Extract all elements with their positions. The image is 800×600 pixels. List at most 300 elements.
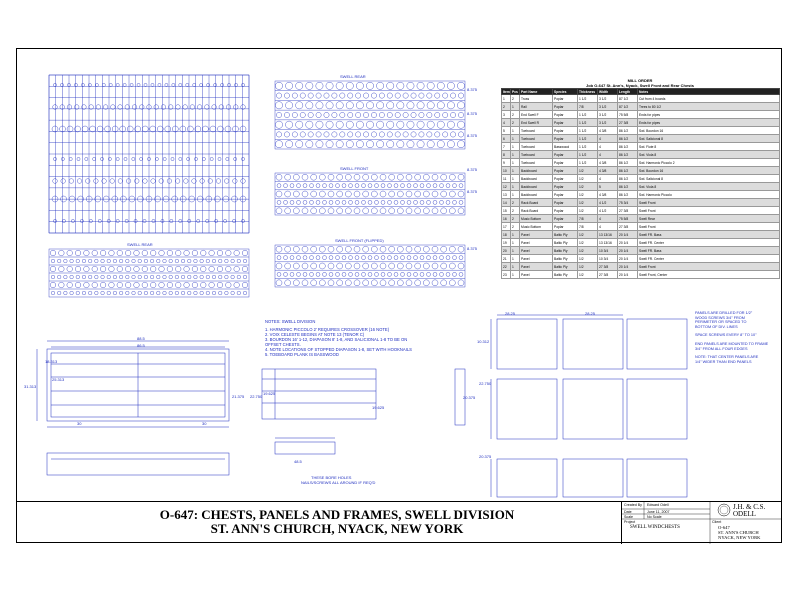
table-cell: 4 3/8 [598,191,618,199]
pipe-hole [427,200,431,204]
pipe-hole [310,184,314,188]
pipe-hole [187,259,191,263]
pipe-hole [126,259,130,263]
pipe-hole [458,280,464,286]
pipe-hole [51,291,55,295]
pipe-hole [441,208,447,214]
pipe-hole [458,93,463,98]
table-cell: 18 [502,231,511,239]
dim-d2: 8.375 [467,111,478,116]
pipe-hole [380,263,386,269]
panel-notes [695,311,768,364]
pipe-hole [85,179,90,184]
table-cell: Poplar [553,135,578,143]
table-cell: Swl. Bourdon 16 [638,167,780,175]
column-header: Width [598,89,618,95]
table-cell: 4 [598,135,618,143]
pipe-hole [427,82,434,89]
pipe-hole [224,179,229,184]
pipe-hole [179,219,182,222]
pipe-hole [216,179,221,184]
pipe-hole [458,132,463,137]
table-cell: Swl. Harmonic Piccolo [638,191,780,199]
pipe-hole [302,280,308,286]
pipe-hole [107,291,111,295]
table-cell: Poplar [553,103,578,111]
table-cell: Poplar [553,159,578,167]
pipe-hole [311,208,317,214]
table-cell: 20 1/4 [618,271,638,279]
table-cell: Panel [520,255,553,263]
pipe-hole [85,157,88,160]
pipe-hole [415,263,421,269]
pipe-hole [387,140,394,147]
scale-value: No Scale [647,514,662,519]
pipe-hole [394,272,398,276]
table-cell: 2 [511,223,520,231]
pipe-hole [176,105,181,110]
pipe-hole [52,126,58,132]
pipe-hole [401,184,405,188]
table-cell: 1 [511,247,520,255]
pipe-hole [169,275,173,279]
pipe-hole [337,191,343,197]
pipe-hole [415,174,421,180]
table-cell: Swl. Bourdon 16 [638,127,780,135]
pipe-hole [184,282,190,288]
pipe-hole [159,282,165,288]
pipe-hole [101,259,105,263]
panel [627,319,687,369]
pipe-hole [363,191,369,197]
note-item: 2. VOIX CELESTE BEGINS AT NOTE 13 (TENOR C) [265,332,365,337]
pipe-hole [109,266,115,272]
notes-swell-division [265,319,412,357]
pipe-hole [290,256,294,260]
pipe-hole [355,132,360,137]
pipe-hole [150,291,154,295]
pipe-hole [75,282,81,288]
pipe-hole [138,291,142,295]
table-cell: 1 [511,271,520,279]
table-cell: 86 1/2 [618,135,638,143]
table-cell: 1 [511,143,520,151]
pipe-hole [96,105,101,110]
pipe-hole [237,259,241,263]
panel-note: WOOD SCREWS 3/4" FROM [695,315,745,320]
pipe-hole [53,105,58,110]
pipe-hole [336,102,343,109]
table-cell: End Swell R [520,119,553,127]
table-cell: 4 [598,143,618,151]
pipe-hole [319,191,325,197]
pipe-hole [80,219,83,222]
pipe-hole [187,126,193,132]
pipe-hole [82,126,88,132]
client-label: Client [712,520,722,524]
pipe-hole [82,291,86,295]
pipe-hole [311,263,317,269]
table-cell: Poplar [553,119,578,127]
pipe-hole [407,121,414,128]
pipe-hole [420,184,424,188]
pipe-hole [319,263,325,269]
pipe-hole [311,191,317,197]
pipe-hole [233,179,238,184]
pipe-hole [417,121,424,128]
pipe-hole [401,256,405,260]
pipe-hole [156,259,160,263]
pipe-hole [285,174,291,180]
pipe-hole [293,208,299,214]
pipe-hole [323,200,327,204]
pipe-hole [403,132,408,137]
table-cell: Rack Board [520,199,553,207]
table-cell: 7/8 [578,215,598,223]
pipe-hole [407,256,411,260]
pipe-hole [362,200,366,204]
pipe-hole [118,105,123,110]
pipe-hole [218,275,222,279]
pipe-hole [50,266,56,272]
table-cell: 20 1/4 [618,239,638,247]
pipe-hole [107,219,110,222]
table-cell: 13 [502,191,511,199]
pipe-hole [342,256,346,260]
pipe-hole [234,282,240,288]
pipe-hole [328,208,334,214]
pipe-hole [397,246,403,252]
pipe-hole [205,105,210,110]
pipe-hole [120,126,126,132]
pipe-hole [95,275,99,279]
table-cell: 13 13/16 [598,231,618,239]
pipe-hole [376,82,383,89]
pipe-hole [447,121,454,128]
pipe-hole [159,179,164,184]
table-cell: 4 [598,175,618,183]
pipe-hole [296,102,303,109]
pipe-hole [432,246,438,252]
pipe-hole [243,275,247,279]
table-cell: Swell FR. Center [638,255,780,263]
table-cell: 16 [502,215,511,223]
pipe-hole [108,157,111,160]
pipe-hole [354,280,360,286]
pipe-hole [363,246,369,252]
pipe-hole [276,132,281,137]
pipe-hole [449,191,455,197]
pipe-hole [57,291,61,295]
pipe-hole [132,291,136,295]
pipe-hole [144,275,148,279]
table-cell: 20 1/4 [618,263,638,271]
pipe-hole [406,263,412,269]
panel-note: 1/4" WIDER THAN END PANELS [695,359,752,364]
pipe-hole [432,174,438,180]
pipe-hole [349,272,353,276]
panel [497,459,557,497]
pipe-hole [69,157,72,160]
mill-order-title: MILL ORDER [627,78,653,83]
pipe-hole [59,266,65,272]
pipe-hole [407,102,414,109]
table-cell: Poplar [553,167,578,175]
pipe-hole [458,174,464,180]
panel [627,459,687,497]
pipe-hole [362,184,366,188]
pipe-hole [163,157,166,160]
pipe-hole [446,184,450,188]
panel-note: BOTTOM OF DIV. LINES [695,324,738,329]
table-cell: 27 3/8 [618,119,638,127]
pipe-hole [349,256,353,260]
pipe-hole [285,263,291,269]
pipe-hole [310,200,314,204]
swell-rear-chest [275,81,465,149]
pipe-hole [340,93,345,98]
dim-h3: 25.313 [52,377,65,382]
pipe-hole [458,208,464,214]
pipe-hole [163,291,167,295]
pipe-hole [458,263,464,269]
pipe-hole [109,250,115,256]
frame-side-view [47,453,229,475]
pipe-hole [132,259,136,263]
pipe-hole [172,126,178,132]
pipe-hole [366,82,373,89]
pipe-hole [88,291,92,295]
pipe-hole [387,82,394,89]
pipe-hole [380,246,386,252]
pipe-hole [419,112,424,117]
pipe-hole [380,191,386,197]
pipe-hole [51,259,55,263]
pipe-hole [387,121,394,128]
pipe-hole [290,200,294,204]
pipe-hole [371,174,377,180]
pipe-hole [242,282,248,288]
table-cell: 3 [502,111,511,119]
table-cell: Swell Front, Center [638,271,780,279]
pipe-hole [459,272,463,276]
pipe-hole [183,105,188,110]
pipe-hole [84,266,90,272]
table-cell: 4 [598,223,618,231]
pipe-hole [381,184,385,188]
pipe-hole [453,272,457,276]
pipe-hole [458,112,463,117]
pipe-hole [116,219,119,222]
pipe-hole [53,157,56,160]
pipe-hole [376,121,383,128]
pipe-hole [150,282,156,288]
pipe-hole [231,259,235,263]
dim-w4: 19.625 [372,405,385,410]
pipe-hole [217,266,223,272]
pipe-hole [346,82,353,89]
pipe-hole [296,82,303,89]
pipe-hole [326,140,333,147]
pipe-hole [276,112,281,117]
pipe-hole [202,157,205,160]
pipe-hole [284,272,288,276]
pipe-hole [134,179,139,184]
pipe-hole [308,132,313,137]
pipe-hole [336,121,343,128]
panel-note: PANELS ARE DRILLED FOR 1/2" [695,311,753,315]
pipe-hole [225,126,231,132]
pipe-hole [237,275,241,279]
pipe-hole [167,266,173,272]
table-cell: 1 1/2 [578,95,598,103]
frame-drawings [37,341,465,475]
pipe-hole [406,191,412,197]
pipe-hole [453,184,457,188]
table-cell: Rail [520,103,553,111]
pipe-hole [70,275,74,279]
pipe-hole [355,93,360,98]
pipe-hole [101,291,105,295]
pipe-hole [117,266,123,272]
pipe-hole [300,132,305,137]
pipe-hole [61,179,66,184]
label-swell-front-top: SWELL FRONT [340,166,369,171]
pipe-hole [150,259,154,263]
pipe-hole [169,259,173,263]
table-cell: 4 [502,119,511,127]
table-row [502,247,780,255]
table-cell: Music Bottom [520,215,553,223]
pipe-hole [336,200,340,204]
pipe-hole [126,291,130,295]
end-frame [262,369,376,419]
swell-chest-layout-large [49,75,249,233]
pipe-hole [226,266,232,272]
pipe-hole [197,105,202,110]
table-row [502,215,780,223]
pipe-hole [417,140,424,147]
pipe-hole [319,208,325,214]
pipe-hole [371,132,376,137]
created-by: Edward Odell [647,503,669,507]
pipe-hole [206,259,210,263]
pipe-hole [447,140,454,147]
pipe-hole [225,291,229,295]
pipe-hole [206,291,210,295]
pipe-hole [76,259,80,263]
table-row [502,127,780,135]
pipe-hole [303,184,307,188]
pipe-hole [142,126,148,132]
pipe-hole [308,93,313,98]
table-cell: Baltic Ply [553,263,578,271]
pipe-hole [59,282,65,288]
column-header: Thickness [578,89,598,95]
table-cell: 86 1/2 [618,151,638,159]
swell-front-chest [275,173,465,215]
table-row [502,103,780,111]
pipe-hole [285,140,292,147]
pipe-hole [300,112,305,117]
pipe-hole [192,250,198,256]
table-cell: Toeboard [520,127,553,135]
pipe-hole [328,280,334,286]
table-cell: 27 3/8 [598,271,618,279]
pipe-hole [187,157,190,160]
pipe-hole [446,200,450,204]
pipe-hole [459,256,463,260]
pipe-hole [57,259,61,263]
table-cell: 1/2 [578,263,598,271]
table-cell: 10 3/4 [598,255,618,263]
pipe-hole [84,282,90,288]
pipe-hole [76,275,80,279]
pipe-hole [75,250,81,256]
mill-order-body [502,95,780,279]
pipe-hole [388,272,392,276]
pipe-hole [154,105,159,110]
pipe-hole [234,157,237,160]
pipe-hole [194,259,198,263]
note-item: 3. BOURDON 16' 1-12, DIAPASON 8' 1-8, AND SALICIONAL 1-8 TO BE ON [265,337,408,342]
pipe-hole [132,105,137,110]
table-row [502,175,780,183]
pipe-hole [107,259,111,263]
pipe-hole [181,259,185,263]
pipe-hole [181,291,185,295]
table-cell: Swell FR. Center [638,239,780,247]
pipe-hole [167,282,173,288]
table-cell: Poplar [553,95,578,103]
panel-note: 3/4" FROM ALL FOUR EDGES [695,346,748,351]
pipe-hole [285,246,291,252]
pipe-hole [175,275,179,279]
pipe-hole [175,291,179,295]
note-item: 5. TOEBOARD PLANK IS BASSWOOD [265,352,339,357]
pipe-hole [340,132,345,137]
table-cell: 14 [502,199,511,207]
dim-panel-h1: 10.312 [477,339,490,344]
pipe-hole [67,282,73,288]
pipe-hole [212,275,216,279]
pipe-hole [284,112,289,117]
pipe-hole [342,200,346,204]
table-cell: Poplar [553,111,578,119]
pipe-hole [414,184,418,188]
pipe-hole [363,112,368,117]
table-row [502,135,780,143]
pipe-hole [143,179,148,184]
pipe-hole [387,93,392,98]
table-cell: 27 3/8 [618,223,638,231]
pipe-hole [82,259,86,263]
pipe-hole [346,140,353,147]
pipe-hole [285,280,291,286]
pipe-hole [332,112,337,117]
pipe-hole [276,191,282,197]
pipe-hole [200,179,205,184]
label-swell-rear-bottom: SWELL REAR [127,242,153,247]
pipe-hole [395,112,400,117]
table-cell: Poplar [553,199,578,207]
pipe-hole [389,246,395,252]
pipe-hole [101,275,105,279]
pipe-hole [209,282,215,288]
pipe-hole [406,174,412,180]
table-cell: 1/2 [578,255,598,263]
pipe-hole [311,174,317,180]
